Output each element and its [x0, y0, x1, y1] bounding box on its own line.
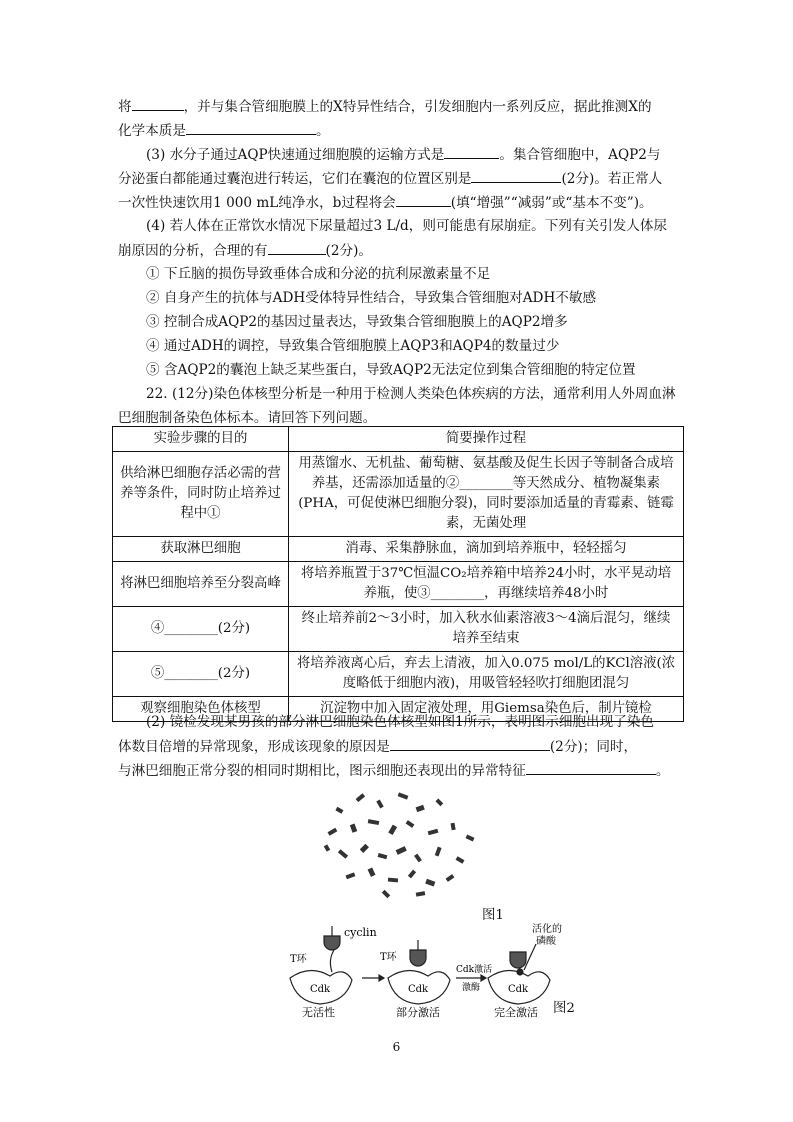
table-header: 实验步骤的目的 — [113, 427, 289, 452]
table-row — [113, 607, 684, 652]
table-header-row — [113, 427, 684, 452]
answer-blank — [186, 120, 316, 135]
text-line: 与淋巴细胞正常分裂的相同时期相比，图示细胞还表现出的异常特征 。 — [118, 760, 688, 781]
table-cell: ⑤________(2分) — [113, 652, 289, 697]
state-label: 完全激活 — [494, 1006, 538, 1019]
table-cell: 将培养液离心后，弃去上清液，加入0.075 mol/L的KCl溶液(浓度略低于细胞内液)，用吸管轻轻吹打细胞团混匀 — [289, 652, 684, 697]
text-line: 崩原因的分析，合理的有 (2分)。 — [118, 240, 688, 261]
procedure-table — [112, 426, 684, 722]
table-cell: 终止培养前2～3小时，加入秋水仙素溶液3～4滴后混匀，继续培养至结束 — [289, 607, 684, 652]
answer-blank — [132, 96, 184, 111]
text-line: 化学本质是 。 — [118, 120, 688, 141]
table-row — [113, 452, 684, 537]
answer-blank — [396, 192, 451, 207]
option-2: ② 自身产生的抗体与ADH受体特异性结合，导致集合管细胞对ADH不敏感 — [146, 290, 597, 306]
chromosome-karyotype-figure — [316, 788, 486, 903]
text-line: 巴细胞制备染色体标本。请回答下列问题。 — [118, 410, 377, 426]
table-row — [113, 537, 684, 562]
cdk-activation-diagram — [280, 920, 570, 1025]
option-4: ④ 通过ADH的调控，导致集合管细胞膜上AQP3和AQP4的数量过少 — [146, 338, 560, 354]
text-line: (2) 镜检发现某男孩的部分淋巴细胞染色体核型如图1所示，表明图示细胞出现了染色 — [146, 714, 655, 730]
text-line: 一次性快速饮用1 000 mL纯净水，b过程将会 (填“增强”“减弱”或“基本不变”)。 — [118, 192, 688, 213]
answer-blank — [526, 760, 656, 775]
table-row — [113, 562, 684, 607]
table-cell: 沉淀物中加入固定液处理，用Giemsa染色后，制片镜检 — [289, 697, 684, 722]
answer-blank — [390, 736, 550, 751]
text-line: 将 ，并与集合管细胞膜上的X特异性结合，引发细胞内一系列反应，据此推测X的 — [118, 96, 688, 117]
cdk-label: Cdk — [508, 984, 529, 995]
option-3: ③ 控制合成AQP2的基因过量表达，导致集合管细胞膜上的AQP2增多 — [146, 314, 568, 330]
text-line: 体数目倍增的异常现象，形成该现象的原因是 (2分)；同时， — [118, 736, 688, 757]
table-cell: 将淋巴细胞培养至分裂高峰 — [113, 562, 289, 607]
t-loop-label: T环 — [380, 952, 397, 963]
question-22-heading: 22. (12分)染色体核型分析是一种用于检测人类染色体疾病的方法，通常利用人外周血淋 — [146, 386, 676, 402]
table-cell: 消毒、采集静脉血，滴加到培养瓶中，轻轻摇匀 — [289, 537, 684, 562]
text-line: 分泌蛋白都能通过囊泡进行转运，它们在囊泡的位置区别是 (2分)。若正常人 — [118, 168, 688, 189]
phosphate-label: 磷酸 — [536, 936, 556, 947]
figure-1-caption: 图1 — [482, 908, 504, 923]
chromosome-cluster — [324, 792, 475, 898]
figure-2-caption: 图2 — [553, 1001, 575, 1016]
answer-blank — [268, 240, 326, 255]
option-5: ⑤ 含AQP2的囊泡上缺乏某些蛋白，导致AQP2无法定位到集合管细胞的特定位置 — [146, 362, 636, 378]
answer-blank — [444, 144, 499, 159]
cdk-label: Cdk — [310, 984, 331, 995]
table-cell: ④________(2分) — [113, 607, 289, 652]
table-cell: 观察细胞染色体核型 — [113, 697, 289, 722]
cyclin-label: cyclin — [344, 926, 377, 939]
table-cell: 获取淋巴细胞 — [113, 537, 289, 562]
state-label: 部分激活 — [396, 1006, 440, 1019]
page-number: 6 — [392, 1040, 401, 1054]
table-cell: 将培养瓶置于37℃恒温CO₂培养箱中培养24小时，水平晃动培养瓶，使③________，再继续培养48小时 — [289, 562, 684, 607]
text-line: (3) 水分子通过AQP快速通过细胞膜的运输方式是 。集合管细胞中，AQP2与 — [146, 144, 716, 165]
answer-blank — [471, 168, 561, 183]
table-cell: 用蒸馏水、无机盐、葡萄糖、氨基酸及促生长因子等制备合成培养基，还需添加适量的②________等天然成分、植物凝集素(PHA，可促使淋巴细胞分裂)，同时要添加适量的青霉素、链霉素，无菌处理 — [289, 452, 684, 537]
state-label: 无活性 — [302, 1006, 335, 1019]
cdk-label: Cdk — [408, 984, 429, 995]
phosphate-label: 活化的 — [532, 924, 562, 935]
enzyme-label: 激酶 — [462, 983, 481, 993]
option-1: ① 下丘脑的损伤导致垂体合成和分泌的抗利尿激素量不足 — [146, 266, 491, 282]
t-loop-label: T环 — [290, 954, 307, 965]
table-row — [113, 652, 684, 697]
enzyme-label: Cdk激活 — [456, 965, 493, 975]
table-header: 简要操作过程 — [289, 427, 684, 452]
table-cell: 供给淋巴细胞存活必需的营养等条件，同时防止培养过程中① — [113, 452, 289, 537]
text-line: (4) 若人体在正常饮水情况下尿量超过3 L/d，则可能患有尿崩症。下列有关引发人体尿 — [146, 218, 668, 234]
